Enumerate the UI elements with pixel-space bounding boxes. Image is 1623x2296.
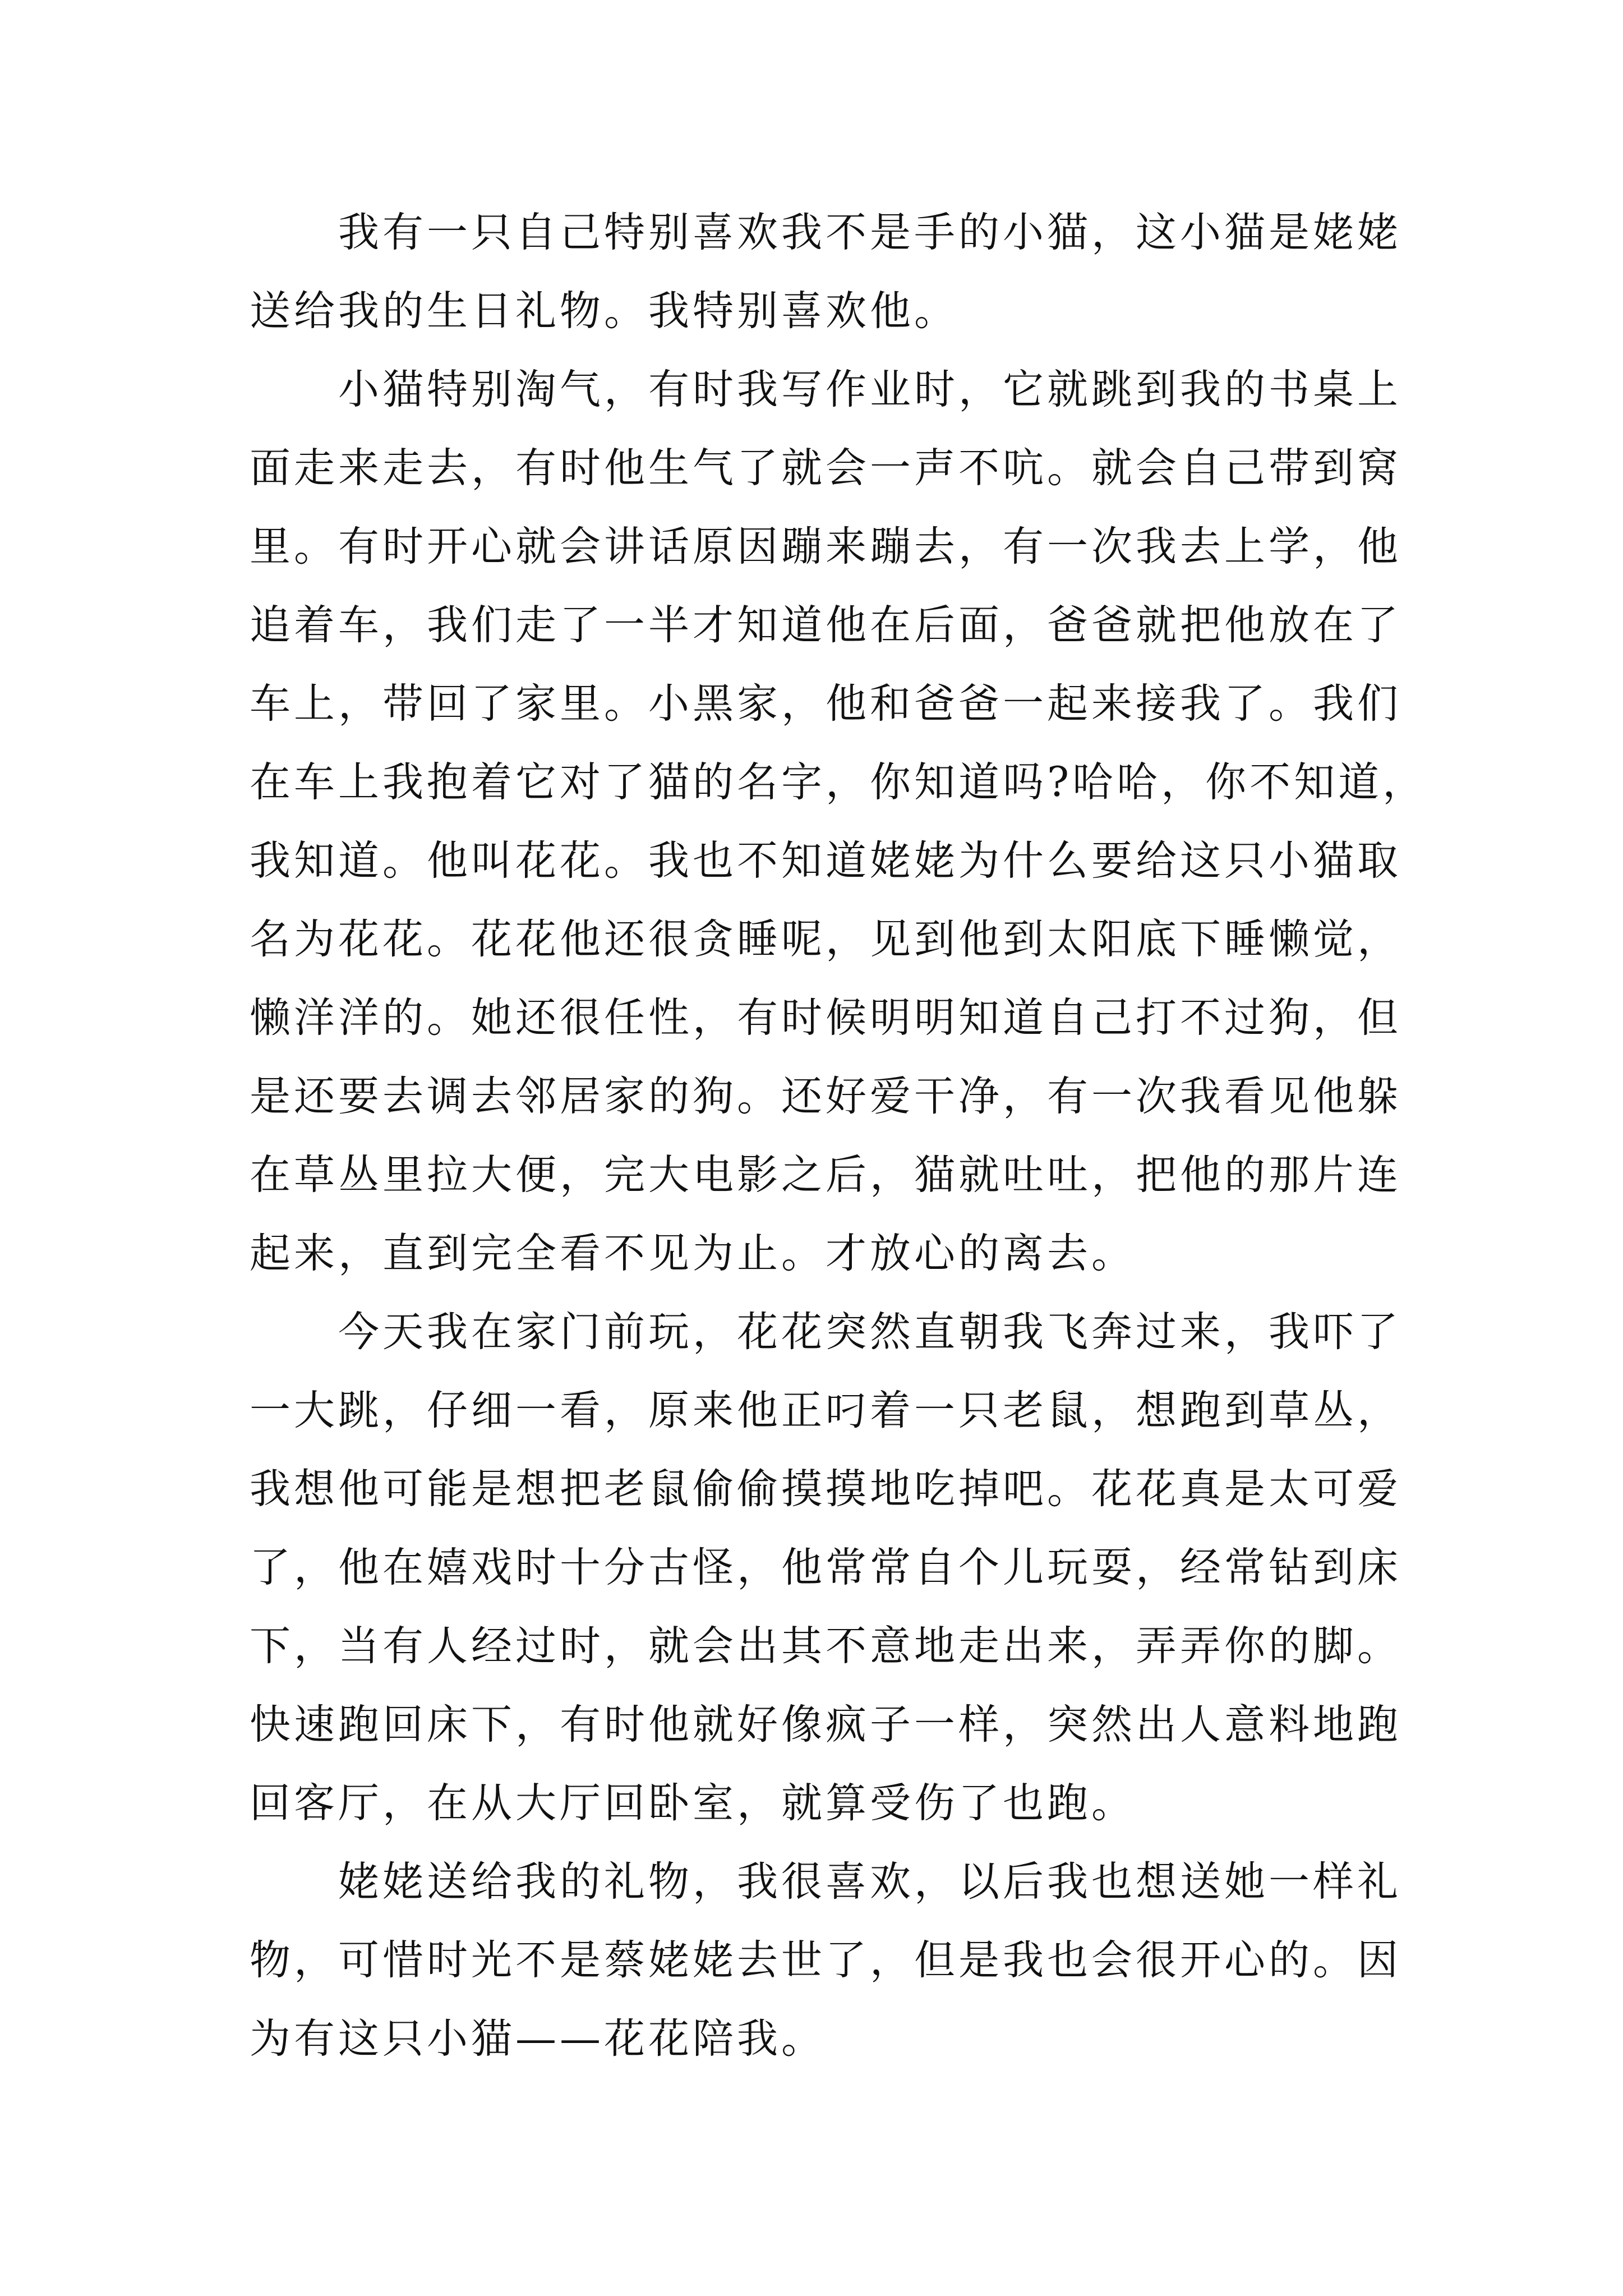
text-line: 我有一只自己特别喜欢我不是手的小猫，这小猫是姥姥 [338, 209, 1401, 256]
text-line: 里。有时开心就会讲话原因蹦来蹦去，有一次我去上学，他 [250, 523, 1401, 570]
text-line: 今天我在家门前玩，花花突然直朝我飞奔过来，我吓了 [338, 1308, 1401, 1356]
text-line: 起来，直到完全看不见为止。才放心的离去。 [250, 1230, 1136, 1277]
text-line: 面走来走去，有时他生气了就会一声不吭。就会自己带到窝 [250, 444, 1401, 492]
text-line: 快速跑回床下，有时他就好像疯子一样，突然出人意料地跑 [250, 1701, 1401, 1749]
text-line: 回客厅，在从大厅回卧室，就算受伤了也跑。 [250, 1779, 1136, 1827]
text-line: 下，当有人经过时，就会出其不意地走出来，弄弄你的脚。 [250, 1622, 1401, 1670]
text-line: 追着车，我们走了一半才知道他在后面，爸爸就把他放在了 [250, 601, 1401, 649]
paragraph-1 [250, 194, 1401, 351]
text-line: 是还要去调去邻居家的狗。还好爱干净，有一次我看见他躲 [250, 1073, 1401, 1120]
text-line: 我知道。他叫花花。我也不知道姥姥为什么要给这只小猫取 [250, 837, 1401, 885]
text-line: 在车上我抱着它对了猫的名字，你知道吗?哈哈，你不知道， [250, 758, 1427, 806]
text-line: 我想他可能是想把老鼠偷偷摸摸地吃掉吧。花花真是太可爱 [250, 1465, 1401, 1513]
text-line: 送给我的生日礼物。我特别喜欢他。 [250, 287, 958, 335]
text-line: 了，他在嬉戏时十分古怪，他常常自个儿玩耍，经常钻到床 [250, 1544, 1401, 1591]
text-line: 在草丛里拉大便，完大电影之后，猫就吐吐，把他的那片连 [250, 1151, 1401, 1199]
text-line: 姥姥送给我的礼物，我很喜欢，以后我也想送她一样礼 [338, 1858, 1401, 1906]
paragraph-4 [250, 1843, 1401, 2078]
text-line: 一大跳，仔细一看，原来他正叼着一只老鼠，想跑到草丛， [250, 1387, 1401, 1434]
text-line: 小猫特别淘气，有时我写作业时，它就跳到我的书桌上 [338, 366, 1401, 413]
text-line: 物，可惜时光不是蔡姥姥去世了，但是我也会很开心的。因 [250, 1936, 1401, 1984]
text-line: 懒洋洋的。她还很任性，有时候明明知道自己打不过狗，但 [250, 994, 1401, 1042]
text-line: 车上，带回了家里。小黑家，他和爸爸一起来接我了。我们 [250, 680, 1401, 728]
text-line: 为有这只小猫——花花陪我。 [250, 2015, 826, 2063]
text-line: 名为花花。花花他还很贪睡呢，见到他到太阳底下睡懒觉， [250, 915, 1401, 963]
paragraph-3 [250, 1293, 1401, 1843]
essay-body [250, 194, 1427, 2078]
paragraph-2 [250, 351, 1427, 1293]
